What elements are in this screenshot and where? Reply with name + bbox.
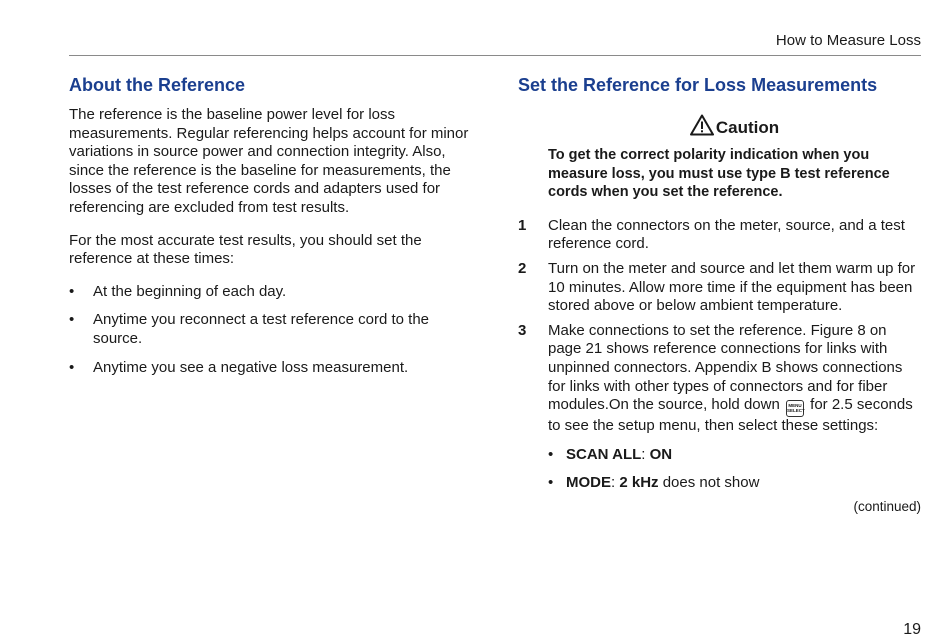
step-text-continued: for 2.5 seconds to see the setup menu, then select these settings: [548,396,913,435]
running-header: How to Measure Loss [775,32,921,49]
reference-times-paragraph: For the most accurate test results, you should set the reference at these times: [69,231,422,268]
list-item: • At the beginning of each day. [69,282,287,300]
step-number: 1 [518,216,527,234]
bullet-icon: • [548,445,554,463]
left-column [69,74,479,387]
step-text: Turn on the meter and source and let them warm up for 10 minutes. Allow more time if the equipment has been stored above or below ambient temperature. [548,259,916,315]
caution-label: Caution [715,118,780,137]
caution-banner [518,114,921,139]
bullet-icon: • [548,474,554,492]
step-text: Clean the connectors on the meter, source, and a test reference cord. [548,216,905,253]
reference-times-list [69,283,479,377]
caution-text: To get the correct polarity indication when you measure loss, you must use type B test reference cords when you set the reference. [548,147,890,201]
menu-select-key-icon: MENU SELECT [786,400,804,417]
right-column [518,74,921,503]
list-item: • Anytime you see a negative loss measurement. [69,358,409,376]
setting-name: MODE [566,474,611,492]
list-item: • MODE: 2 kHz does not show [548,474,760,492]
step-item [518,322,921,493]
list-item: • Anytime you reconnect a test reference cord to the source. [69,311,430,347]
procedure-steps [518,217,921,493]
setting-name: SCAN ALL [566,445,642,463]
header-rule [69,55,921,56]
reference-intro-paragraph: The reference is the baseline power level for loss measurements. Regular referencing helps account for minor variations in source power and connection integrity. Also, since the reference is the baseline for measurements, the losses of the test reference cords and adapters used for referencing are excluded from test results. [69,106,469,216]
setting-value: 2 kHz [619,474,659,492]
step-item [518,217,921,254]
set-reference-heading: Set the Reference for Loss Measurements [518,75,878,95]
settings-list [548,446,921,493]
step-text: Make connections to set the reference. Figure 8 on page 21 shows reference connections for links with unpinned connectors. Appendix B shows connections for links with other types of connectors and for fiber modules.On the source, hold down [548,321,903,414]
bullet-icon: • [69,282,75,300]
step-number: 3 [518,321,527,339]
setting-value: ON [649,445,673,463]
step-item [518,260,921,316]
about-reference-heading: About the Reference [69,75,246,95]
list-item: • SCAN ALL: ON [548,445,673,463]
bullet-icon: • [69,311,75,329]
bullet-icon: • [69,358,75,376]
continued-note: (continued) [853,499,921,514]
page-number: 19 [903,621,921,638]
warning-triangle-icon [690,114,714,136]
step-number: 2 [518,259,527,277]
